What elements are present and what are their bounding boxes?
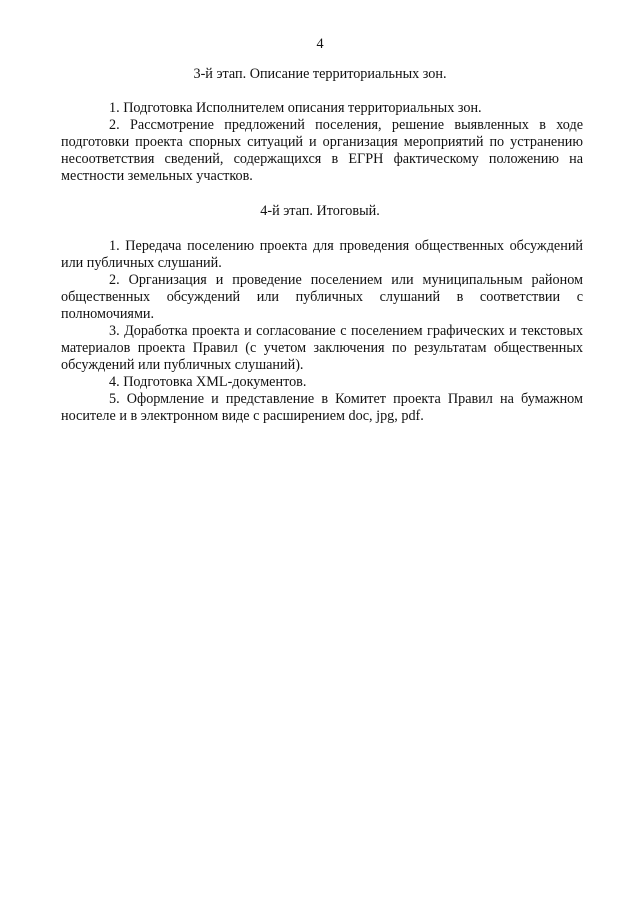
item-text: Доработка проекта и согласование с поселением графических и текстовых материалов проекта Правил (с учетом заключения по результатам общественных обсуждений или публичных слушаний). (61, 323, 584, 373)
item-text: Подготовка XML-документов. (123, 374, 307, 390)
item-text: Оформление и представление в Комитет проекта Правил на бумажном носителе и в электронном виде с расширением doc, jpg, pdf. (61, 391, 583, 424)
page-number: 4 (316, 36, 324, 52)
item-number: 1. (109, 238, 120, 254)
section-4-item-3 (61, 323, 583, 374)
section-4-item-5 (61, 391, 583, 425)
section-4-item-2 (61, 272, 583, 323)
item-text: Передача поселению проекта для проведения общественных обсуждений или публичных слушаний. (61, 238, 584, 271)
item-text: Подготовка Исполнителем описания территориальных зон. (123, 100, 482, 116)
item-number: 2. (109, 117, 120, 133)
section-3-list (61, 100, 583, 185)
section-3-heading: 3-й этап. Описание территориальных зон. (193, 66, 447, 82)
section-4-item-1 (61, 238, 583, 272)
item-number: 2. (109, 272, 120, 288)
item-text: Организация и проведение поселением или муниципальным районом общественных обсуждений или публичных слушаний в соответствии с полномочиями. (61, 272, 584, 322)
item-number: 1. (109, 100, 120, 116)
section-3-item-1 (61, 100, 583, 117)
section-4-list (61, 238, 583, 425)
section-3-item-2 (61, 117, 583, 185)
section-4-item-4 (61, 374, 583, 391)
item-number: 5. (109, 391, 120, 407)
item-number: 4. (109, 374, 120, 390)
section-4-heading: 4-й этап. Итоговый. (260, 203, 380, 219)
item-number: 3. (109, 323, 120, 339)
item-text: Рассмотрение предложений поселения, решение выявленных в ходе подготовки проекта спорных ситуаций и организация мероприятий по устранению несоответствия сведений, содержащихся в ЕГРН фактическому положению на местности земельных участков. (61, 117, 583, 184)
